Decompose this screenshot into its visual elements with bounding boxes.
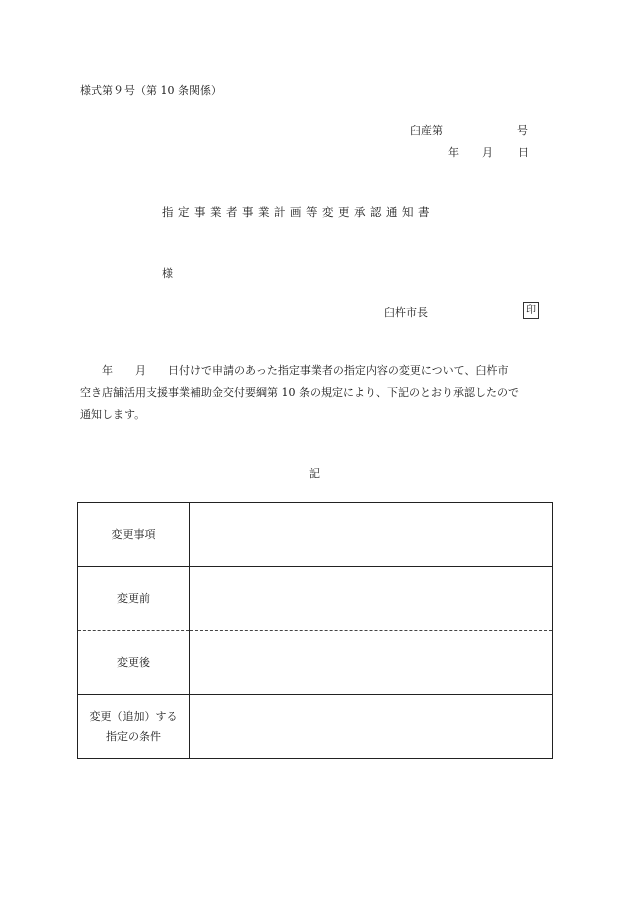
after-change-label: 変更後 (78, 631, 190, 695)
conditions-label (78, 695, 190, 759)
form-number: 様式第９号（第 10 条関係） (80, 84, 222, 97)
conditions-label-line-1: 変更（追加）する (89, 709, 178, 723)
change-item-value (190, 503, 553, 567)
addressee-suffix: 様 (162, 267, 173, 280)
date-year-label: 年 (448, 146, 459, 159)
body-line-1: 年 月 日付けで申請のあった指定事業者の指定内容の変更について、臼杵市 (102, 364, 509, 377)
change-item-label: 変更事項 (78, 503, 190, 567)
reference-block (410, 122, 530, 162)
document-title: 指定事業者事業計画等変更承認通知書 (162, 205, 434, 219)
table-row (78, 503, 553, 567)
body-paragraph (80, 360, 550, 426)
table-row (78, 567, 553, 631)
reference-number-prefix: 臼産第 (410, 124, 443, 137)
reference-number-suffix: 号 (517, 124, 528, 137)
body-line-2: 空き店舗活用支援事業補助金交付要綱第 10 条の規定により、下記のとおり承認したので (80, 386, 519, 399)
issuer-name: 臼杵市長 (384, 306, 428, 319)
conditions-value (190, 695, 553, 759)
seal-mark: 印 (523, 302, 539, 319)
date-day-label: 日 (518, 146, 529, 159)
before-change-value (190, 567, 553, 631)
after-change-value (190, 631, 553, 695)
conditions-label-line-2: 指定の条件 (106, 729, 161, 743)
table-row (78, 631, 553, 695)
table-row (78, 695, 553, 759)
body-line-3: 通知します。 (80, 408, 146, 421)
ki-heading: 記 (309, 467, 320, 480)
date-month-label: 月 (482, 146, 493, 159)
before-change-label: 変更前 (78, 567, 190, 631)
change-details-table (77, 502, 553, 759)
